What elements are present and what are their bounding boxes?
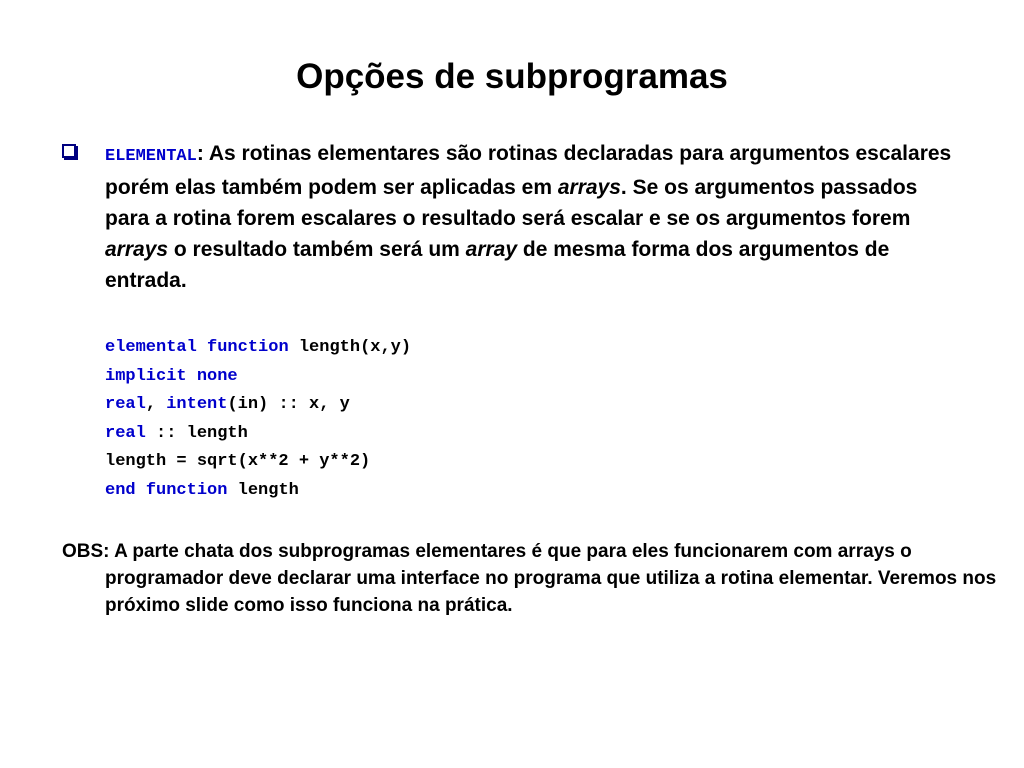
code-keyword: real xyxy=(105,395,146,415)
bullet-text xyxy=(105,138,962,296)
code-keyword: real xyxy=(105,423,146,443)
hollow-square-bullet-icon xyxy=(62,144,76,158)
bullet-text-part-2: . Se os argumentos passados para a rotina forem escalares o resultado será escalar e se os argumentos forem xyxy=(105,176,918,230)
code-keyword: function xyxy=(207,338,289,357)
code-keyword: function xyxy=(145,480,228,500)
bullet-italic-array: array xyxy=(465,238,518,261)
bullet-italic-arrays-2: arrays xyxy=(105,238,169,261)
code-keyword: end xyxy=(105,480,136,500)
bullet-text-part-1: : As rotinas elementares são rotinas declaradas para argumentos escalares porém elas também podem ser aplicadas em xyxy=(105,142,952,199)
code-line-5 xyxy=(105,448,411,477)
code-line-2 xyxy=(105,363,411,392)
bullet-elemental xyxy=(62,138,962,296)
code-block xyxy=(105,334,411,506)
code-keyword: none xyxy=(196,366,238,386)
code-keyword: intent xyxy=(166,395,228,415)
bullet-text-part-4: de mesma forma dos argumentos de entrada. xyxy=(105,238,890,292)
code-keyword: implicit xyxy=(105,366,187,386)
code-text: length(x,y) xyxy=(288,338,412,357)
slide-title: Opções de subprogramas xyxy=(296,57,728,96)
code-keyword: elemental xyxy=(105,338,197,357)
code-line-4 xyxy=(105,420,411,449)
code-line-6 xyxy=(105,477,411,506)
code-line-1 xyxy=(105,334,411,363)
bullet-text-part-3: o resultado também será um xyxy=(168,238,466,261)
code-line-3 xyxy=(105,391,411,420)
code-text: :: length xyxy=(145,423,248,443)
code-text: (in) :: x, y xyxy=(227,395,350,415)
code-text: , xyxy=(145,395,167,415)
code-text: length = sqrt(x**2 + y**2) xyxy=(105,452,371,472)
elemental-keyword: ELEMENTAL xyxy=(105,147,197,166)
bullet-italic-arrays-1: arrays xyxy=(557,176,621,199)
code-text: length xyxy=(227,480,299,500)
obs-note: OBS: A parte chata dos subprogramas elementares é que para eles funcionarem com arrays o programador deve declarar uma interface no programa que utiliza a rotina elementar. Veremos nos próximo slide como isso funciona na prática. xyxy=(62,541,997,616)
